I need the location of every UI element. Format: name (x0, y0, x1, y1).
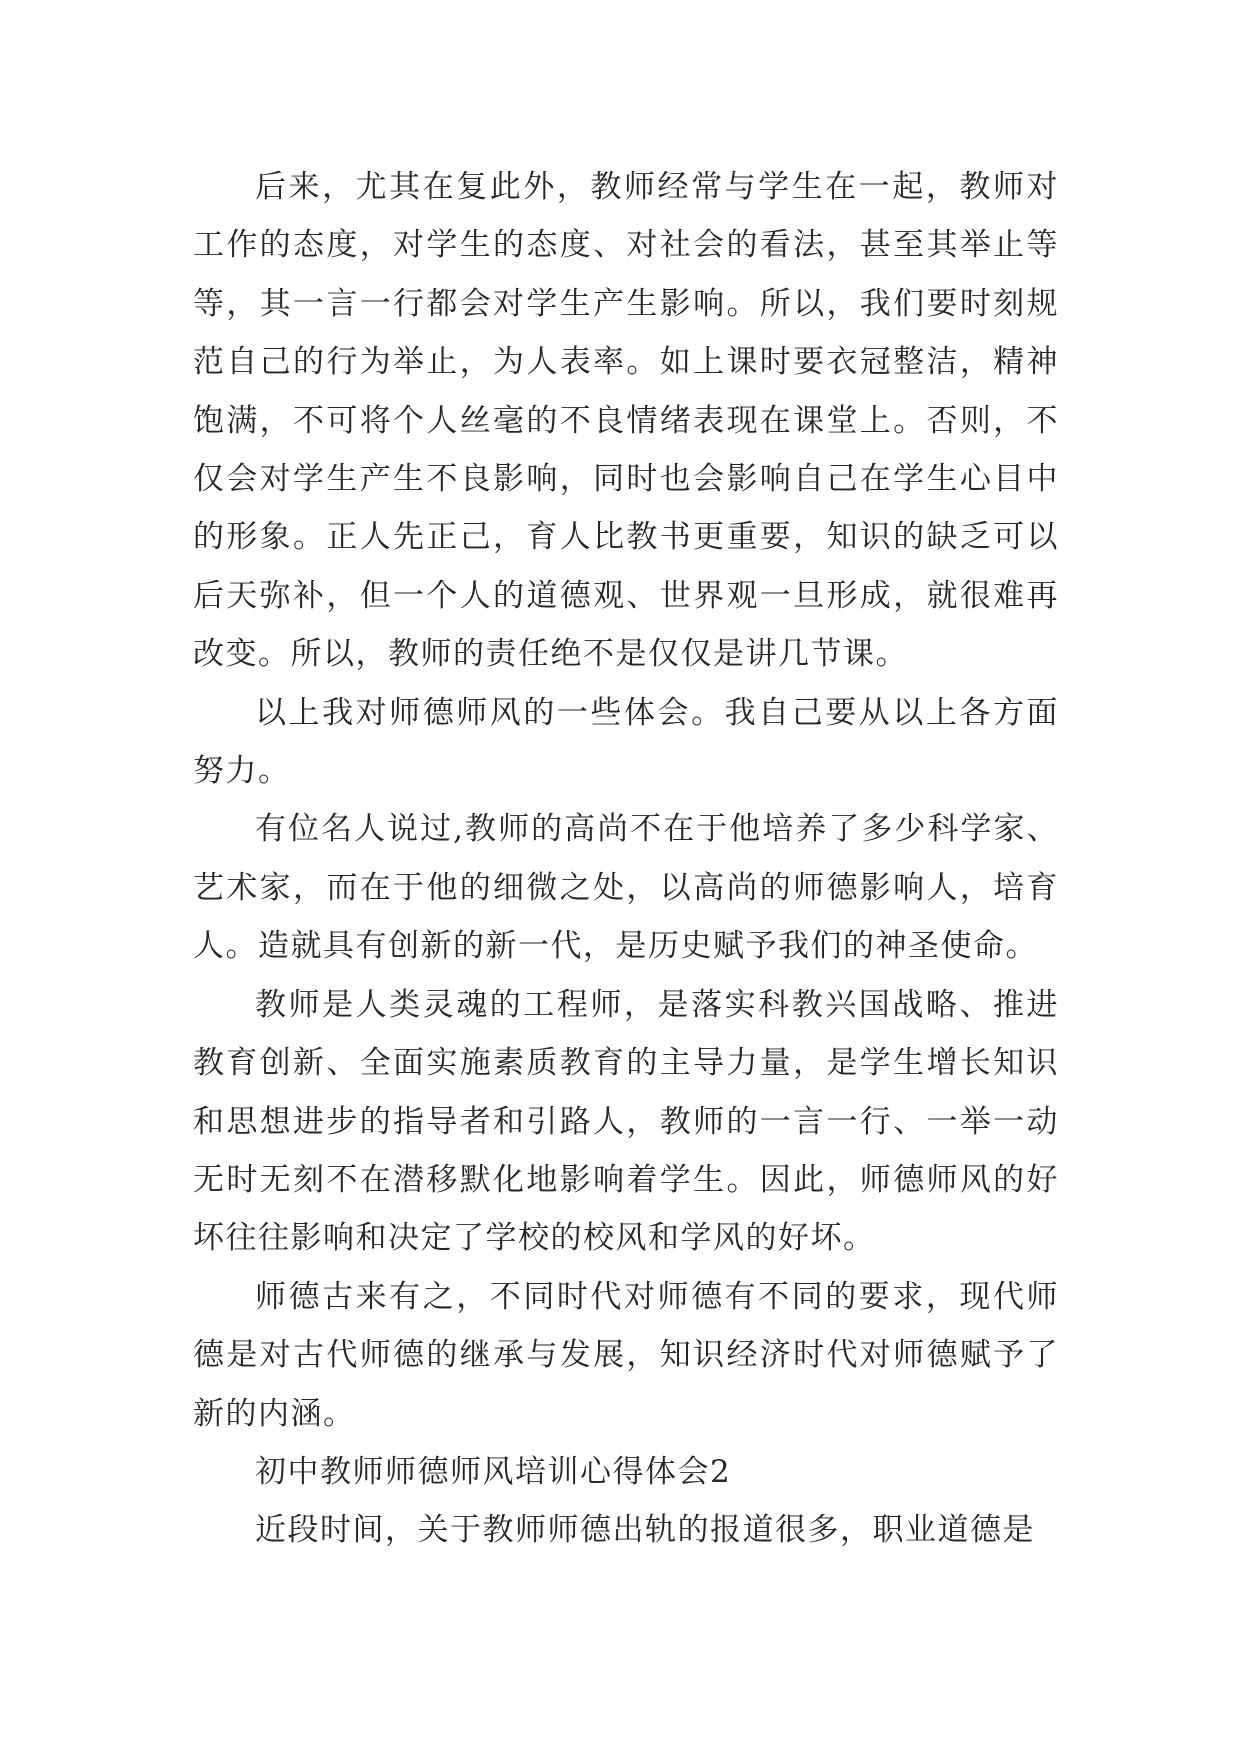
paragraph-4: 教师是人类灵魂的工程师，是落实科教兴国战略、推进教育创新、全面实施素质教育的主导力量，是学生增长知识和思想进步的指导者和引路人，教师的一言一行、一举一动无时无刻不在潜移默化地影响着学生。因此，师德师风的好坏往往影响和决定了学校的校风和学风的好坏。 (193, 986, 1059, 1257)
section-heading: 初中教师师德师风培训心得体会2 (255, 1453, 732, 1490)
document-body (193, 158, 1059, 1560)
paragraph-2: 以上我对师德师风的一些体会。我自己要从以上各方面努力。 (193, 694, 1059, 790)
paragraph-6: 近段时间，关于教师师德出轨的报道很多，职业道德是 (255, 1512, 1035, 1549)
paragraph-5: 师德古来有之，不同时代对师德有不同的要求，现代师德是对古代师德的继承与发展，知识经济时代对师德赋予了新的内涵。 (193, 1278, 1059, 1432)
paragraph-1: 后来，尤其在复此外，教师经常与学生在一起，教师对工作的态度，对学生的态度、对社会的看法，甚至其举止等等，其一言一行都会对学生产生影响。所以，我们要时刻规范自己的行为举止，为人表率。如上课时要衣冠整洁，精神饱满，不可将个人丝毫的不良情绪表现在课堂上。否则，不仅会对学生产生不良影响，同时也会影响自己在学生心目中的形象。正人先正己，育人比教书更重要，知识的缺乏可以后天弥补，但一个人的道德观、世界观一旦形成，就很难再改变。所以，教师的责任绝不是仅仅是讲几节课。 (193, 169, 1059, 673)
paragraph-3: 有位名人说过,教师的高尚不在于他培养了多少科学家、艺术家，而在于他的细微之处，以高尚的师德影响人，培育人。造就具有创新的新一代，是历史赋予我们的神圣使命。 (193, 811, 1059, 965)
